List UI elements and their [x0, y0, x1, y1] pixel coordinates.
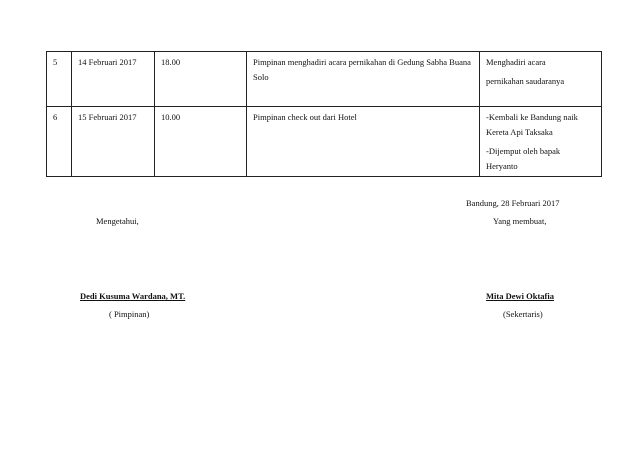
note-line: -Kembali ke Bandung naik — [486, 112, 578, 122]
secretary-role: (Sekertaris) — [503, 309, 543, 319]
leader-role: ( Pimpinan) — [109, 309, 150, 319]
note-cell — [480, 107, 602, 177]
acknowledged-label: Mengetahui, — [96, 216, 139, 226]
schedule-table — [46, 51, 602, 177]
place-date: Bandung, 28 Februari 2017 — [466, 198, 560, 208]
time-cell: 10.00 — [155, 107, 247, 177]
note-cell — [480, 52, 602, 107]
table-row — [47, 52, 602, 107]
date-cell: 15 Februari 2017 — [72, 107, 155, 177]
note-line: Menghadiri acara — [486, 57, 546, 67]
row-number-cell: 5 — [47, 52, 72, 107]
row-number-cell: 6 — [47, 107, 72, 177]
time-cell: 18.00 — [155, 52, 247, 107]
date-cell: 14 Februari 2017 — [72, 52, 155, 107]
note-line: Heryanto — [486, 161, 518, 171]
table-row — [47, 107, 602, 177]
note-line: Kereta Api Taksaka — [486, 127, 553, 137]
note-line: pernikahan saudaranya — [486, 76, 565, 86]
secretary-name: Mita Dewi Oktafia — [486, 291, 554, 301]
leader-name: Dedi Kusuma Wardana, MT. — [80, 291, 186, 301]
note-line: -Dijemput oleh bapak — [486, 146, 561, 156]
activity-cell: Pimpinan menghadiri acara pernikahan di Gedung Sabha Buana Solo — [247, 52, 480, 107]
activity-cell: Pimpinan check out dari Hotel — [247, 107, 480, 177]
made-by-label: Yang membuat, — [493, 216, 547, 226]
